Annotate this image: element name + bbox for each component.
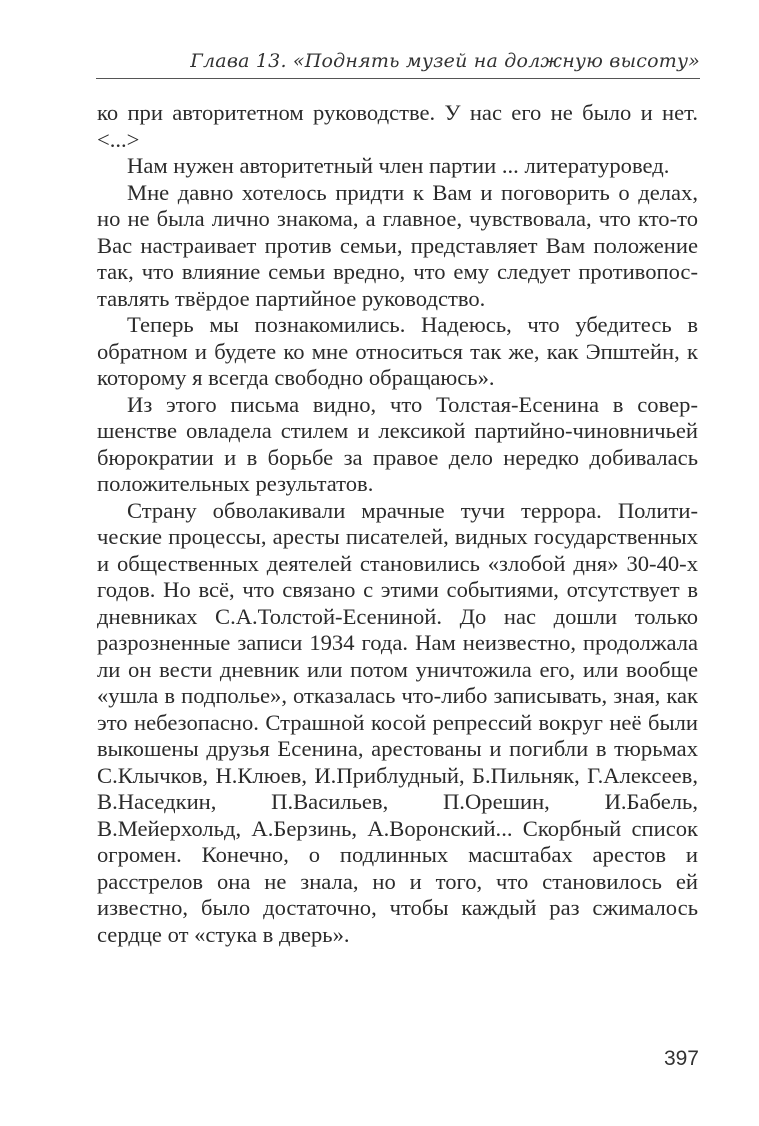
paragraph: Теперь мы познакомились. Надеюсь, что убедитесь в обратном и будете ко мне относиться так же, как Эпштейн, к которому я всегда свободно обращаюсь». (97, 312, 698, 390)
running-header (96, 50, 700, 84)
paragraph: Из этого письма видно, что Толстая-Есенина в совершенстве овладела стилем и лексикой партийно-чиновничьей бюрократии и в борьбе за правое дело нередко добивалась положительных результатов. (97, 391, 698, 496)
paragraph: Нам нужен авторитетный член партии ... литературовед. (127, 153, 670, 178)
paragraph: ко при авторитетном руководстве. У нас его не было и нет. <...> (97, 100, 698, 152)
header-rule (96, 78, 700, 79)
page-body (97, 100, 698, 948)
running-header-title: Глава 13. «Поднять музей на должную высоту» (190, 50, 700, 72)
page-number: 397 (663, 1047, 699, 1070)
paragraph: Страну обволакивали мрачные тучи террора. Политические процессы, аресты писателей, видных государственных и общественных деятелей становились «злобой дня» 30-40-х годов. Но всё, что связано с этими событиями, отсутствует в дневниках С.А.Толстой-Есениной. До нас дошли только разрозненные записи 1934 года. Нам неизвестно, продолжала ли он вести дневник или потом уничтожила его, или вообще «ушла в подполье», отказалась что-либо записывать, зная, как это небезопасно. Страшной косой репрессий вокруг неё были выкошены друзья Есенина, арестованы и погибли в тюрьмах С.Клычков, Н.Клюев, И.Приблудный, Б.Пильняк, Г.Алексеев, В.Наседкин, П.Васильев, П.Орешин, И.Бабель, В.Мейерхольд, А.Берзинь, А.Воронский... Скорбный список огромен. Конечно, о подлинных масштабах арестов и расстрелов она не знала, но и того, что становилось ей известно, было достаточно, чтобы каждый раз сжималось сердце от «стука в дверь». (97, 497, 698, 947)
paragraph: Мне давно хотелось придти к Вам и поговорить о делах, но не была лично знакома, а главное, чувствовала, что кто-то Вас настраивает против семьи, представляет Вам положение так, что влияние семьи вредно, что ему следует противопоставлять твёрдое партийное руководство. (97, 179, 698, 311)
